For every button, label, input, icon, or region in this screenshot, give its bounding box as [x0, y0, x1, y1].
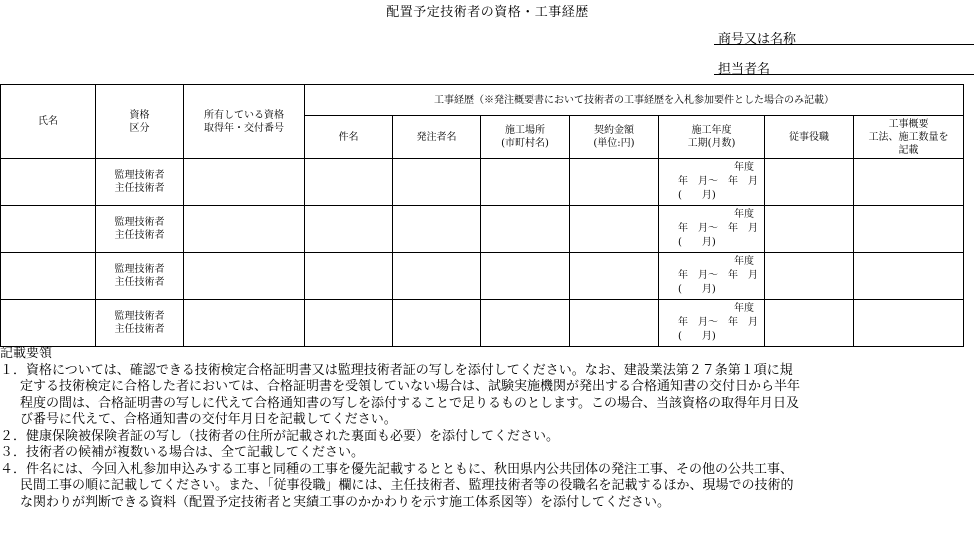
cell-role[interactable]: [765, 300, 854, 347]
cell-role[interactable]: [765, 206, 854, 253]
cell-qualification: 監理技術者 主任技術者: [96, 253, 184, 300]
page-title: 配置予定技術者の資格・工事経歴: [386, 5, 589, 20]
instruction-item-4: ４．件名には、今回入札参加申込みする工事と同種の工事を優先記載するとともに、秋田県内公共団体の発注工事、その他の公共工事、 民間工事の順に記載してください。また、「従事役職」欄には、主任技術者、監理技術者等の役職名を記載するほか、現場での技術的 な関わりが判断できる資料（配置予定技術者と実績工事のかかわりを示す施工体系図等）を添付してください。: [0, 461, 794, 510]
header-period: 施工年度 工期(月数): [659, 116, 765, 159]
cell-outline[interactable]: [854, 159, 964, 206]
header-client: 発注者名: [393, 116, 481, 159]
cell-location[interactable]: [481, 159, 570, 206]
cell-client[interactable]: [393, 159, 481, 206]
header-location: 施工場所 (市町村名): [481, 116, 570, 159]
company-name-label: 商号又は名称: [718, 32, 797, 47]
instruction-item-1: １．資格については、確認できる技術検定合格証明書又は監理技術者証の写しを添付してください。なお、建設業法第２７条第１項に規 定する技術検定に合格した者においては、合格証明書を受領していない場合は、試験実施機関が発出する合格通知書の交付日から半年 程度の間は、合格証明書の写しに代えて合格通知書の写しを添付することで足りるものとします。この場合、当該資格の取得年月日及 び番号に代えて、合格通知書の交付年月日を記載してください。: [0, 362, 801, 427]
cell-location[interactable]: [481, 300, 570, 347]
cell-period[interactable]: 年度 年 月～ 年 月 ( 月): [659, 300, 765, 347]
cell-project[interactable]: [305, 159, 393, 206]
cell-project[interactable]: [305, 253, 393, 300]
cell-license[interactable]: [184, 300, 305, 347]
table-row: [1, 206, 964, 253]
manager-name-label: 担当者名: [718, 62, 771, 77]
cell-outline[interactable]: [854, 206, 964, 253]
cell-amount[interactable]: [570, 159, 659, 206]
header-work-history: 工事経歴（※発注概要書において技術者の工事経歴を入札参加要件とした場合のみ記載）: [305, 85, 964, 116]
cell-project[interactable]: [305, 206, 393, 253]
cell-amount[interactable]: [570, 206, 659, 253]
table-row: [1, 300, 964, 347]
cell-name[interactable]: [1, 300, 96, 347]
cell-name[interactable]: [1, 253, 96, 300]
cell-project[interactable]: [305, 300, 393, 347]
header-outline: 工事概要 工法、施工数量を 記載: [854, 116, 964, 159]
instruction-item-3: ３．技術者の候補が複数いる場合は、全て記載してください。: [0, 445, 365, 460]
instructions: [0, 346, 975, 511]
cell-license[interactable]: [184, 159, 305, 206]
cell-client[interactable]: [393, 300, 481, 347]
instructions-heading: 記載要領: [0, 346, 53, 361]
instruction-item-2: ２．健康保険被保険者証の写し（技術者の住所が記載された裏面も必要）を添付してください。: [0, 428, 560, 444]
cell-period[interactable]: 年度 年 月～ 年 月 ( 月): [659, 253, 765, 300]
cell-client[interactable]: [393, 253, 481, 300]
cell-period[interactable]: 年度 年 月～ 年 月 ( 月): [659, 206, 765, 253]
cell-period[interactable]: 年度 年 月～ 年 月 ( 月): [659, 159, 765, 206]
engineer-history-table: [0, 84, 964, 347]
cell-qualification: 監理技術者 主任技術者: [96, 206, 184, 253]
cell-outline[interactable]: [854, 253, 964, 300]
cell-client[interactable]: [393, 206, 481, 253]
cell-amount[interactable]: [570, 300, 659, 347]
cell-location[interactable]: [481, 206, 570, 253]
header-role: 従事役職: [765, 116, 854, 159]
header-project: 件名: [305, 116, 393, 159]
table-row: [1, 253, 964, 300]
header-name: 氏名: [1, 85, 96, 159]
cell-name[interactable]: [1, 206, 96, 253]
header-amount: 契約金額 (単位:円): [570, 116, 659, 159]
cell-name[interactable]: [1, 159, 96, 206]
header-qualification: 資格 区分: [96, 85, 184, 159]
header-license: 所有している資格 取得年・交付番号: [184, 85, 305, 159]
cell-license[interactable]: [184, 206, 305, 253]
cell-outline[interactable]: [854, 300, 964, 347]
cell-role[interactable]: [765, 253, 854, 300]
cell-role[interactable]: [765, 159, 854, 206]
cell-location[interactable]: [481, 253, 570, 300]
cell-qualification: 監理技術者 主任技術者: [96, 159, 184, 206]
company-name-line[interactable]: [714, 44, 974, 45]
cell-license[interactable]: [184, 253, 305, 300]
table-row: [1, 159, 964, 206]
cell-amount[interactable]: [570, 253, 659, 300]
cell-qualification: 監理技術者 主任技術者: [96, 300, 184, 347]
manager-name-line[interactable]: [714, 74, 974, 75]
